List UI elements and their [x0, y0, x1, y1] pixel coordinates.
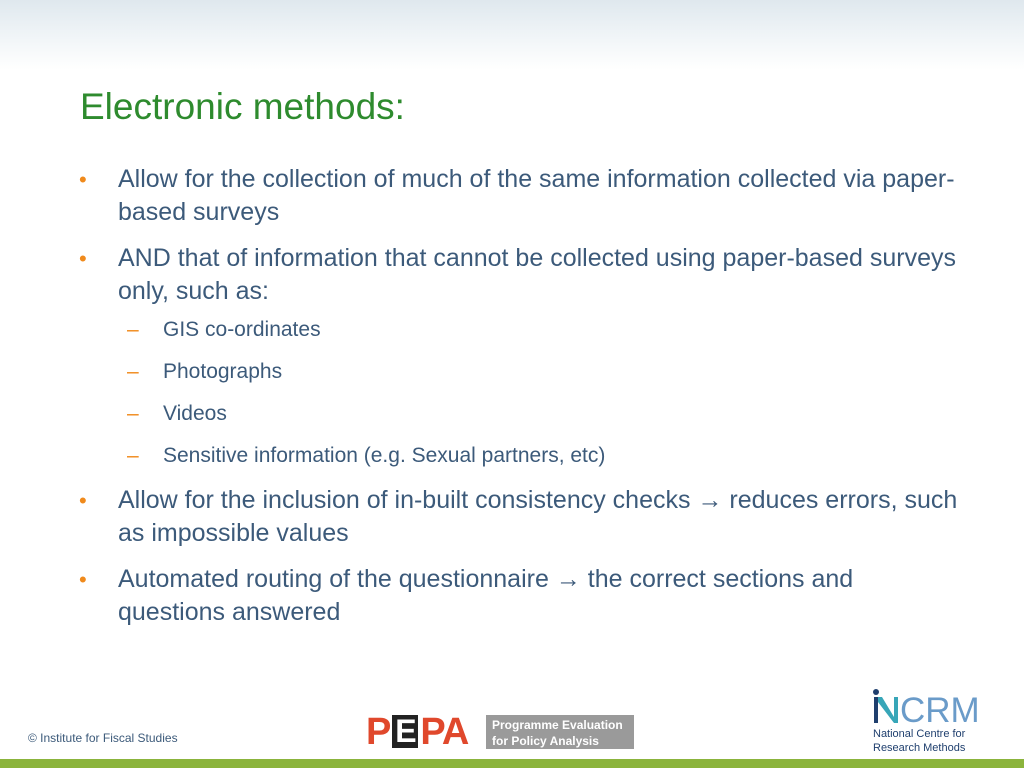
- slide-content: [78, 163, 958, 642]
- sub-bullet-text: Photographs: [163, 360, 283, 383]
- dash-icon: –: [127, 444, 139, 467]
- bullet-text: AND that of information that cannot be collected using paper-based surveys only, such as:: [118, 244, 956, 305]
- bullet-text: Allow for the inclusion of in-built consistency checks: [118, 486, 691, 514]
- sub-bullet-text: Videos: [163, 402, 227, 425]
- bullet-text: Allow for the collection of much of the same information collected via paper-based surveys: [118, 165, 955, 226]
- pepa-logo-letters: P E PA: [366, 711, 469, 753]
- bullet-dot-icon: •: [79, 488, 87, 513]
- bullet-item: [78, 163, 958, 229]
- bullet-item: [78, 563, 958, 629]
- dash-icon: –: [127, 318, 139, 341]
- dash-icon: –: [127, 402, 139, 425]
- bullet-dot-icon: •: [79, 246, 87, 271]
- sub-bullet-text: GIS co-ordinates: [163, 318, 321, 341]
- sub-bullet-item: [118, 400, 958, 428]
- bullet-item: [78, 242, 958, 470]
- bullet-text: reduces errors, such as impossible values: [118, 486, 958, 547]
- bullet-text: Automated routing of the questionnaire: [118, 565, 549, 593]
- arrow-right-icon: →: [697, 486, 723, 514]
- bottom-accent-bar: [0, 759, 1024, 768]
- bullet-dot-icon: •: [79, 567, 87, 592]
- svg-text:CRM: CRM: [900, 691, 980, 725]
- bullet-text: the correct sections and questions answered: [118, 565, 854, 626]
- slide-title: Electronic methods:: [80, 86, 405, 127]
- ncrm-logo-subtitle: National Centre for Research Methods: [873, 728, 966, 754]
- arrow-right-icon: →: [555, 565, 581, 593]
- sub-bullet-text: Sensitive information (e.g. Sexual partners, etc): [163, 444, 606, 467]
- dash-icon: –: [127, 360, 139, 383]
- pepa-logo-tagline: Programme Evaluation for Policy Analysis: [486, 715, 634, 749]
- pepa-logo: [366, 711, 636, 753]
- bullet-item: [78, 484, 958, 550]
- sub-bullet-item: [118, 442, 958, 470]
- bullet-list: [78, 163, 958, 629]
- sub-bullet-list: [118, 316, 958, 470]
- top-gradient-band: [0, 0, 1024, 70]
- sub-bullet-item: [118, 316, 958, 344]
- sub-bullet-item: [118, 358, 958, 386]
- bullet-dot-icon: •: [79, 167, 87, 192]
- ncrm-logo-mark: [872, 689, 984, 725]
- ncrm-logo: [872, 689, 1002, 755]
- copyright-text: © Institute for Fiscal Studies: [28, 731, 178, 745]
